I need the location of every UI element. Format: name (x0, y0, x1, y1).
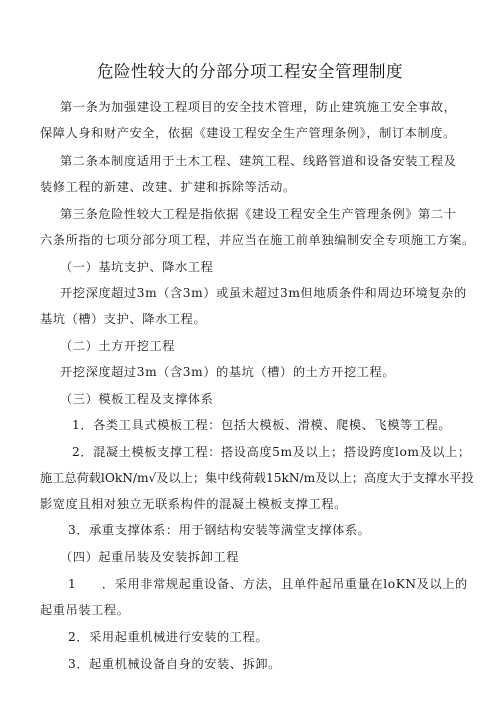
section-4-item-1-line-2: 起重吊装工程。 (40, 603, 130, 617)
section-3-item-2-line-2: 施工总荷载lOkN/m√及以上；集中线荷载15kN/m及以上；高度大于支撑水平投 (40, 471, 474, 485)
article-1-line-2: 保障人身和财产安全，依据《建设工程安全生产管理条例》，制订本制度。 (40, 126, 456, 140)
article-1-line-1: 第一条为加强建设工程项目的安全技术管理，防止建筑施工安全事故， (60, 100, 457, 114)
section-4-item-1-line-1: 1 ．采用非常规起重设备、方法，且单件起吊重量在loKN及以上的 (68, 577, 468, 591)
section-1-body-line-2: 基坑（槽）支护、降水工程。 (40, 312, 207, 326)
article-3-line-2: 六条所指的七项分部分项工程，并应当在施工前单独编制安全专项施工方案。 (40, 233, 475, 247)
section-4-item-2: 2．采用起重机械进行安装的工程。 (68, 630, 269, 644)
section-1-body-line-1: 开挖深度超过3m（含3m）或虽未超过3m但地质条件和周边环境复杂的 (60, 286, 467, 300)
section-4-item-3: 3．起重机械设备自身的安装、拆卸。 (68, 657, 281, 671)
section-2-heading: （二）土方开挖工程 (60, 339, 176, 353)
article-2-line-2: 装修工程的新建、改建、扩建和拆除等活动。 (40, 180, 296, 194)
section-3-item-3: 3．承重支撑体系：用于钢结构安装等满堂支撑体系。 (68, 523, 371, 537)
section-2-body: 开挖深度超过3m（含3m）的基坑（槽）的土方开挖工程。 (60, 365, 396, 379)
document-title: 危险性较大的分部分项工程安全管理制度 (97, 62, 403, 81)
section-3-item-2-line-3: 影宽度且相对独立无联系构件的混凝土模板支撑工程。 (40, 497, 347, 511)
section-3-heading: （三）模板工程及支撑体系 (60, 392, 214, 406)
section-3-item-1: 1．各类工具式模板工程：包括大模板、滑模、爬模、飞模等工程。 (72, 418, 452, 432)
section-4-heading: （四）起重吊装及安装拆卸工程 (60, 550, 240, 564)
article-2-line-1: 第二条本制度适用于土木工程、建筑工程、线路管道和设备安装工程及 (60, 154, 457, 168)
article-3-line-1: 第三条危险性较大工程是指依据《建设工程安全生产管理条例》第二十 (60, 207, 457, 221)
section-3-item-2-line-1: 2．混凝土模板支撑工程：搭设高度5m及以上；搭设跨度lom及以上； (72, 445, 471, 459)
section-1-heading: （一）基坑支护、降水工程 (60, 260, 214, 274)
